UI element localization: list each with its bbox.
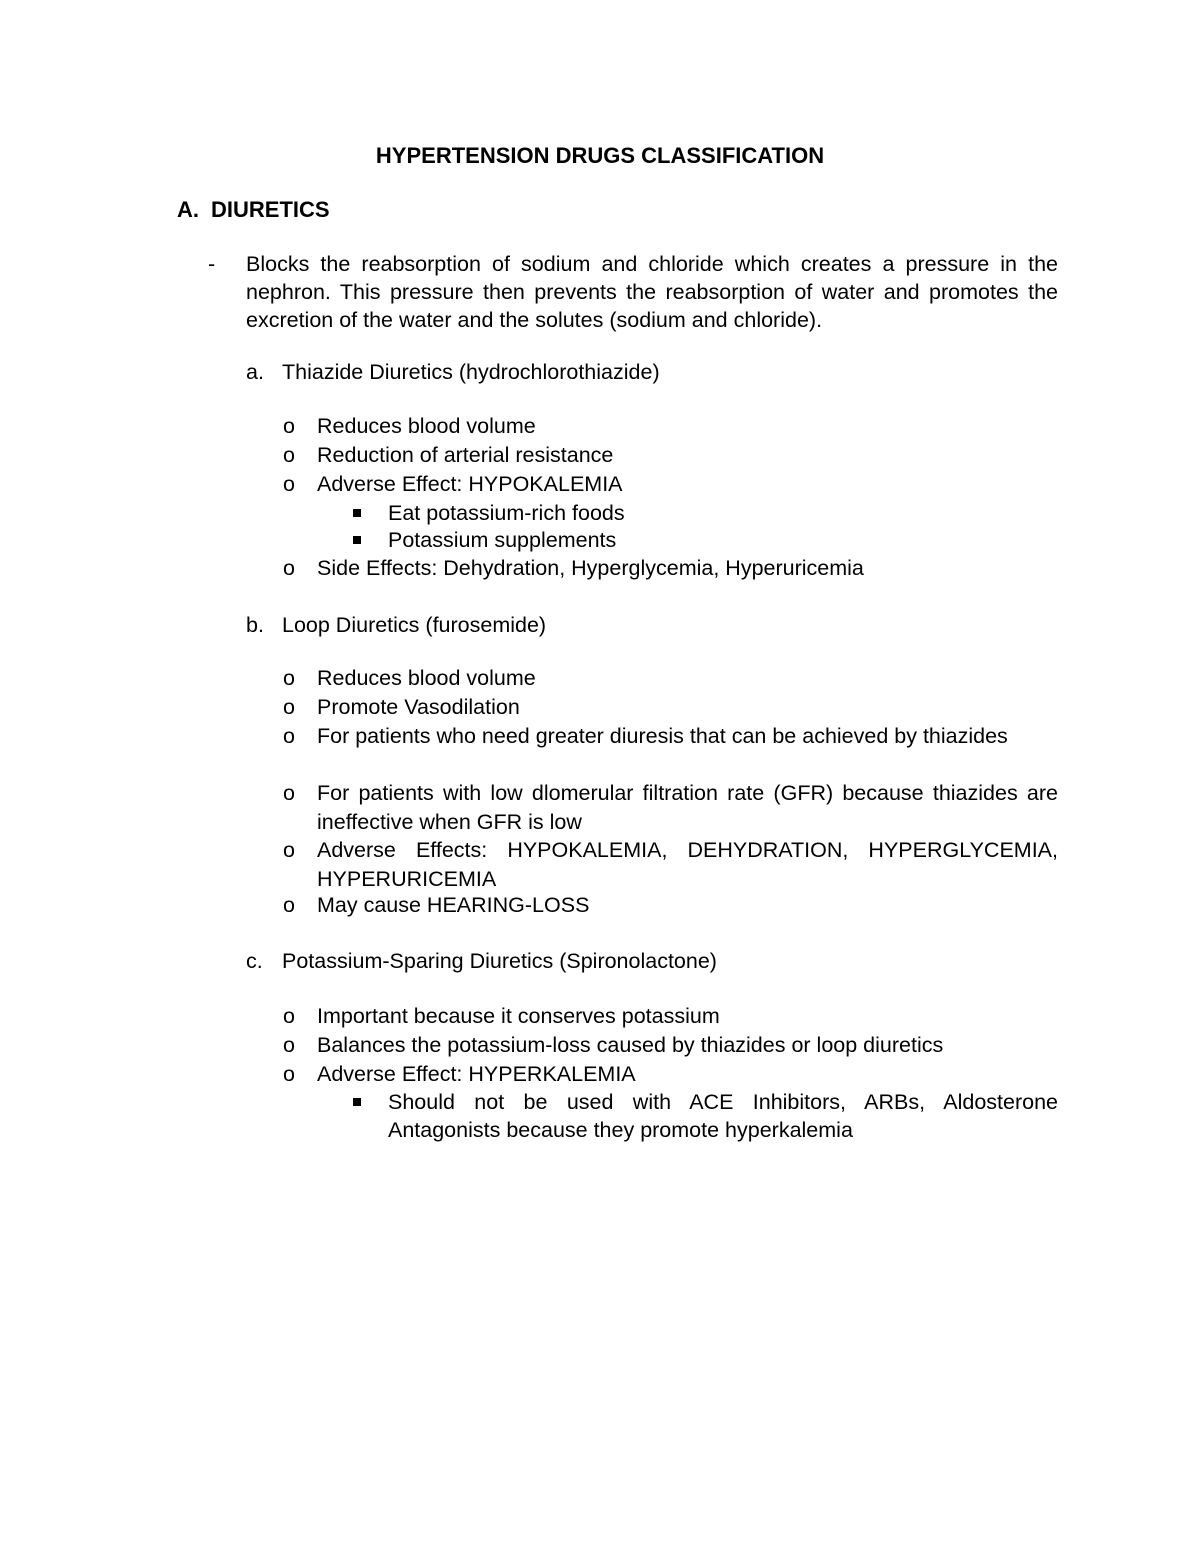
list-item-text: Side Effects: Dehydration, Hyperglycemia, Hyperuricemia	[317, 556, 864, 580]
bullet-o-icon: o	[283, 414, 295, 438]
sub-list-item-text: Should not be used with ACE Inhibitors, ARBs, Aldosterone Antagonists because they promote hyperkalemia	[388, 1090, 1058, 1142]
bullet-o-icon: o	[283, 1062, 295, 1086]
list-item-text: Adverse Effect: HYPOKALEMIA	[317, 472, 623, 496]
list-item	[283, 836, 1058, 893]
bullet-o-icon: o	[283, 666, 295, 690]
bullet-o-icon: o	[283, 443, 295, 467]
subsection-marker: c.	[246, 949, 263, 973]
bullet-o-icon: o	[283, 695, 295, 719]
bullet-o-icon: o	[283, 556, 295, 580]
list-item	[283, 891, 1058, 920]
sub-list-item	[353, 499, 1058, 527]
sub-list-item	[353, 526, 1058, 554]
subsection-title: Loop Diuretics (furosemide)	[282, 613, 547, 637]
list-item	[283, 779, 1058, 836]
dash-marker: -	[208, 252, 216, 276]
subsection-marker: b.	[246, 613, 264, 637]
square-bullet-icon	[353, 509, 361, 517]
subsection-title: Potassium-Sparing Diuretics (Spironolactone)	[282, 949, 717, 973]
list-item	[283, 470, 1058, 499]
list-item-text: For patients who need greater diuresis that can be achieved by thiazides	[317, 724, 1008, 748]
bullet-o-icon: o	[283, 893, 295, 917]
sub-list-item	[353, 1088, 1058, 1144]
subsection-marker: a.	[246, 360, 264, 384]
list-item-text: Balances the potassium-loss caused by thiazides or loop diuretics	[317, 1033, 944, 1057]
list-item-text: Adverse Effect: HYPERKALEMIA	[317, 1062, 636, 1086]
bullet-o-icon: o	[283, 781, 295, 805]
bullet-o-icon: o	[283, 724, 295, 748]
list-item	[283, 441, 1058, 470]
list-item-text: May cause HEARING-LOSS	[317, 893, 590, 917]
list-item	[283, 1002, 1058, 1031]
section-heading	[177, 196, 330, 224]
intro-paragraph: Blocks the reabsorption of sodium and chloride which creates a pressure in the nephron. This pressure then prevents the reabsorption of water and promotes the excretion of the water and the solutes (sodium and chloride).	[246, 252, 1058, 332]
list-item	[283, 412, 1058, 441]
list-item-text: Promote Vasodilation	[317, 695, 520, 719]
list-item-text: Reduces blood volume	[317, 666, 536, 690]
bullet-o-icon: o	[283, 1033, 295, 1057]
bullet-o-icon: o	[283, 1004, 295, 1028]
list-item-text: Adverse Effects: HYPOKALEMIA, DEHYDRATION, HYPERGLYCEMIA, HYPERURICEMIA	[317, 838, 1058, 891]
subsection-title: Thiazide Diuretics (hydrochlorothiazide)	[282, 360, 660, 384]
list-item-text: Reduces blood volume	[317, 414, 536, 438]
bullet-o-icon: o	[283, 838, 295, 862]
list-item	[283, 693, 1058, 722]
section-title: DIURETICS	[211, 197, 330, 222]
list-item	[283, 1060, 1058, 1089]
list-item	[283, 554, 1058, 583]
bullet-o-icon: o	[283, 472, 295, 496]
list-item	[283, 664, 1058, 693]
square-bullet-icon	[353, 536, 361, 544]
document-title: HYPERTENSION DRUGS CLASSIFICATION	[375, 143, 825, 168]
list-item	[283, 1031, 1058, 1060]
list-item	[283, 722, 1058, 751]
square-bullet-icon	[353, 1098, 361, 1106]
list-item-text: Reduction of arterial resistance	[317, 443, 614, 467]
list-item-text: Important because it conserves potassium	[317, 1004, 720, 1028]
sub-list-item-text: Eat potassium-rich foods	[388, 501, 625, 525]
section-letter: A.	[177, 197, 199, 222]
list-item-text: For patients with low dlomerular filtration rate (GFR) because thiazides are ineffective when GFR is low	[317, 781, 1058, 834]
sub-list-item-text: Potassium supplements	[388, 528, 617, 552]
